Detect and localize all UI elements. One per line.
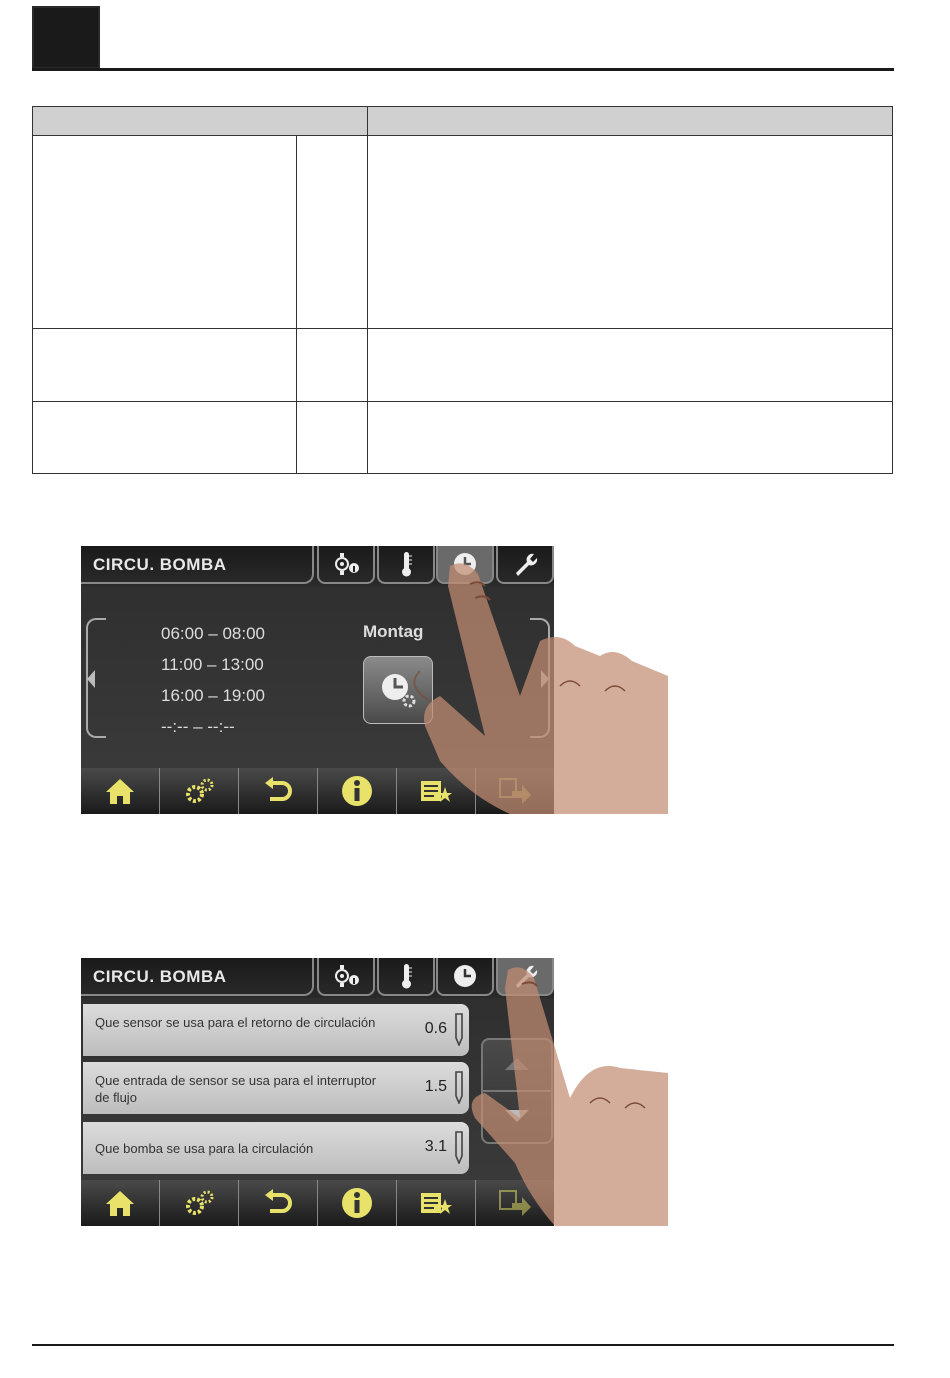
gears-icon <box>183 777 215 805</box>
time-slot[interactable]: 06:00 – 08:00 <box>161 624 265 643</box>
tab-temperature[interactable] <box>377 546 435 584</box>
setting-value: 1.5 <box>424 1078 447 1095</box>
table-row <box>33 136 893 329</box>
table-header-cell <box>33 107 368 136</box>
clock-icon <box>452 963 478 989</box>
setting-row[interactable] <box>83 1004 469 1056</box>
edit-schedule-button[interactable] <box>363 656 433 724</box>
time-slot[interactable]: 11:00 – 13:00 <box>161 655 264 674</box>
pump-info-icon <box>331 551 361 577</box>
setting-label: Que sensor se usa para el retorno de circulación <box>95 1015 376 1030</box>
next-day-button[interactable] <box>530 618 550 738</box>
pencil-icon[interactable] <box>451 1012 465 1046</box>
home-icon <box>104 777 136 805</box>
wrench-icon <box>512 963 538 989</box>
time-slot[interactable]: 16:00 – 19:00 <box>161 686 265 705</box>
scroll-up-icon[interactable] <box>505 1058 529 1070</box>
favorites-button[interactable] <box>397 768 476 814</box>
header-rule <box>32 68 894 71</box>
export-button[interactable] <box>476 768 554 814</box>
gears-icon <box>183 1189 215 1217</box>
tab-temperature[interactable] <box>377 958 435 996</box>
top-bar <box>81 546 554 586</box>
home-button[interactable] <box>81 768 160 814</box>
scroll-control <box>481 1038 553 1144</box>
screen-title: CIRCU. BOMBA <box>81 546 314 584</box>
tab-schedule[interactable] <box>436 958 494 996</box>
back-icon <box>262 1189 294 1217</box>
info-icon <box>341 1187 373 1219</box>
tab-settings[interactable] <box>496 546 554 584</box>
clock-icon <box>452 551 478 577</box>
home-button[interactable] <box>81 1180 160 1226</box>
tab-pump-info[interactable] <box>317 958 375 996</box>
table-header-row <box>33 107 893 136</box>
footer-rule <box>32 1344 894 1346</box>
info-button[interactable] <box>318 1180 397 1226</box>
day-label: Montag <box>363 622 424 641</box>
info-icon <box>341 775 373 807</box>
time-slot[interactable]: --:-- – --:-- <box>161 717 235 736</box>
wrench-icon <box>512 551 538 577</box>
export-icon <box>498 777 532 805</box>
clock-settings-icon <box>378 670 418 710</box>
settings-button[interactable] <box>160 768 239 814</box>
setting-row[interactable] <box>83 1062 469 1114</box>
setting-value: 3.1 <box>424 1138 447 1155</box>
pencil-icon[interactable] <box>451 1130 465 1164</box>
bottom-nav <box>81 768 554 814</box>
setting-row[interactable] <box>83 1122 469 1174</box>
table-row <box>33 402 893 474</box>
home-icon <box>104 1189 136 1217</box>
bottom-nav <box>81 1180 554 1226</box>
tab-schedule[interactable] <box>436 546 494 584</box>
thermometer-icon <box>398 962 414 990</box>
back-button[interactable] <box>239 768 318 814</box>
table-header-cell <box>368 107 893 136</box>
favorites-button[interactable] <box>397 1180 476 1226</box>
parameter-table <box>32 106 893 474</box>
table-row <box>33 329 893 402</box>
back-button[interactable] <box>239 1180 318 1226</box>
chevron-left-icon <box>87 670 95 688</box>
chapter-marker <box>32 6 100 69</box>
previous-day-button[interactable] <box>86 618 106 738</box>
device-screen-settings <box>81 958 554 1226</box>
scroll-down-icon[interactable] <box>505 1110 529 1122</box>
favorites-icon <box>419 777 453 805</box>
setting-label: Que bomba se usa para la circulación <box>95 1141 314 1156</box>
chevron-right-icon <box>541 670 549 688</box>
device-screen-schedule <box>81 546 554 814</box>
info-button[interactable] <box>318 768 397 814</box>
export-icon <box>498 1189 532 1217</box>
settings-button[interactable] <box>160 1180 239 1226</box>
top-bar <box>81 958 554 998</box>
pencil-icon[interactable] <box>451 1070 465 1104</box>
pump-info-icon <box>331 963 361 989</box>
thermometer-icon <box>398 550 414 578</box>
favorites-icon <box>419 1189 453 1217</box>
time-slot-list <box>161 618 265 742</box>
export-button[interactable] <box>476 1180 554 1226</box>
setting-label: Que entrada de sensor se usa para el interruptor de flujo <box>95 1073 377 1105</box>
back-icon <box>262 777 294 805</box>
tab-pump-info[interactable] <box>317 546 375 584</box>
setting-value: 0.6 <box>424 1020 447 1037</box>
tab-settings[interactable] <box>496 958 554 996</box>
screen-title: CIRCU. BOMBA <box>81 958 314 996</box>
